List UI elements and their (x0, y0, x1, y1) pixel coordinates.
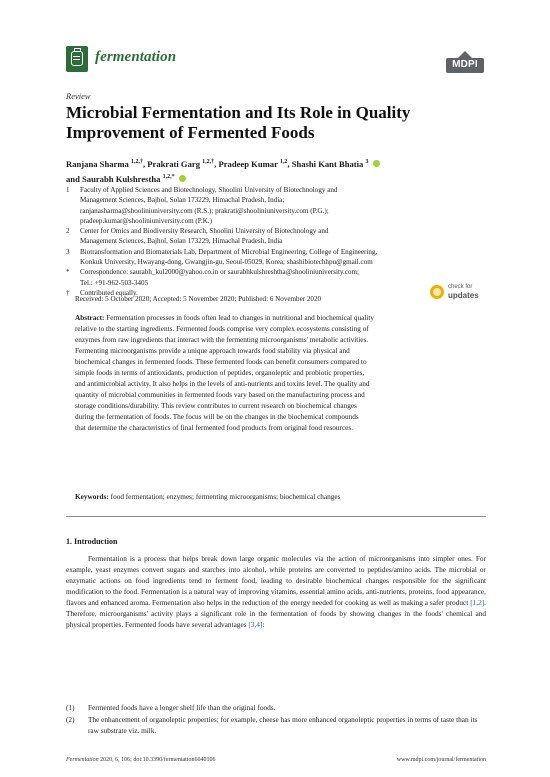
author-conjunction: and (66, 173, 80, 184)
author-name: Prakrati Garg (147, 158, 200, 169)
affiliation-item (66, 247, 486, 268)
list-text: The enhancement of organoleptic properties; for example, cheese has more enhanced organoleptic properties in terms of taste than its raw substrate viz. milk. (88, 714, 478, 735)
orcid-icon[interactable] (373, 160, 380, 167)
section-heading-introduction: 1. Introduction (66, 537, 118, 546)
author-name: Ranjana Sharma (66, 158, 129, 169)
article-type: Review (66, 91, 91, 101)
abstract-line: and antimicrobial activity. It also helps in the levels of anti-nutrients and toxins level. The quality and (75, 379, 370, 388)
abstract-line: that determine the characteristics of final fermented food products from original food resources. (75, 423, 354, 432)
affiliation-line: Faculty of Applied Sciences and Biotechnology, Shoolini University of Biotechnology and (80, 186, 338, 194)
list-text: Fermented foods have a longer shelf life than the original foods. (88, 703, 276, 712)
page-footer (66, 757, 486, 763)
abstract-line: biochemical changes in fermented foods. These fermented foods can benefit consumers compared to (75, 357, 367, 366)
note-marker: † (66, 288, 70, 297)
list-item (66, 703, 486, 714)
publisher-logo (446, 50, 484, 80)
list-item (66, 715, 486, 737)
page-header (66, 42, 484, 82)
abstract-line: storage conditions/durability. This review contributes to current research on biochemical changes (75, 401, 357, 410)
citation-link[interactable]: [3,4] (248, 619, 263, 629)
abstract-line (75, 313, 486, 324)
abstract (75, 313, 486, 433)
check-for-updates-button[interactable] (430, 283, 486, 303)
title-line: Microbial Fermentation and Its Role in Quality (66, 103, 411, 122)
publication-dates: Received: 5 October 2020; Accepted: 5 November 2020; Published: 6 November 2020 (75, 295, 322, 303)
correspondence-marker: * (66, 268, 70, 277)
section-divider (66, 516, 486, 517)
correspondence-item (66, 267, 486, 288)
article-title (66, 103, 486, 142)
orcid-icon[interactable] (179, 175, 186, 182)
footer-citation: 2020, 6, 106; doi:10.3390/fermentation6040106 (98, 757, 216, 763)
abstract-line: relative to the starting ingredients. Fermented foods comprise very complex ecosystems consisting of (75, 324, 369, 333)
affiliation-line: Biotransformation and Biomaterials Lab, Department of Microbial Engineering, College of Engineering, (80, 247, 378, 256)
introduction-paragraph (66, 554, 486, 631)
keywords (75, 492, 486, 502)
affiliation-item (66, 226, 486, 247)
abstract-label: Abstract: (75, 314, 105, 322)
list-marker: (1) (66, 703, 75, 712)
intro-text: : (262, 619, 265, 629)
correspondence-line[interactable]: Correspondence: saurabh_kul2000@yahoo.co.in or saurabhkulshreshtha@shooliniuniversity.com; (80, 268, 359, 277)
abstract-line: enzymes from raw ingredients that interact with the fermenting microorganisms' metabolic activities. (75, 335, 369, 344)
abstract-text: Fermentation processes in foods often lead to changes in nutritional and biochemical quality (104, 314, 374, 322)
author-affiliation-marker: 1,2 (279, 159, 288, 165)
journal-logo-icon (66, 46, 88, 72)
journal-name: fermentation (95, 49, 177, 65)
author-name: Saurabh Kulshrestha (82, 173, 161, 184)
intro-text: . Therefore, microorganisms' activity plays a significant role in the fermentation of foods by showing changes in the foods' chemical and physical properties. Fermented foods have several advantages (66, 597, 486, 629)
correspondence-line: Tel.: +91-962-503-3405 (80, 278, 149, 287)
check-updates-small-label: check for (448, 284, 473, 290)
keywords-label: Keywords: (75, 493, 109, 501)
affiliations (66, 185, 486, 298)
abstract-line: during the fermentation of foods. The focus will be on the changes in the biochemical compounds (75, 412, 359, 421)
author-affiliation-marker: 1,2,† (202, 159, 215, 165)
affiliation-marker: 1 (66, 186, 70, 194)
publisher-name: MDPI (452, 59, 478, 70)
affiliation-email-line[interactable]: pradeep.kumar@shooliniuniversity.com (P.K.) (80, 216, 212, 225)
title-line: Improvement of Fermented Foods (66, 122, 315, 142)
affiliation-marker: 2 (66, 227, 70, 236)
intro-text: Fermentation is a process that helps break down large organic molecules via the action of microorganisms into simpler ones. For example, yeast enzymes convert sugars and starches into alcohol, while proteins are converted to peptides/amino acids. The microbial or enzymatic actions on food ingredients tend to ferment food, leading to desirable biochemical changes responsible for the significant modification to the food. Fermentation is a natural way of improving vitamins, essential amino acids, anti-nutrients, proteins, food appearance, flavors and enhanced aroma. Fermentation also helps in the reduction of the energy needed for cooking as well as making a safer product (66, 554, 486, 607)
author-name: Pradeep Kumar (218, 158, 278, 169)
author-affiliation-marker: 1,2,† (130, 159, 143, 165)
footer-journal: Fermentation (66, 757, 99, 763)
affiliation-line: Management Sciences, Bajhol, Solan 173229, Himachal Pradesh, India (80, 237, 283, 246)
authors-line-2 (66, 171, 486, 186)
check-updates-label: updates (448, 291, 479, 300)
affiliation-marker: 3 (66, 247, 70, 256)
footer-url[interactable]: www.mdpi.com/journal/fermentation (396, 757, 486, 763)
author-affiliation-marker: 3 (365, 159, 369, 165)
citation-link[interactable]: [1,2] (470, 597, 485, 607)
abstract-line: Fermenting microorganisms provide a unique approach towards food stability via physical and (75, 346, 350, 355)
check-updates-icon (430, 285, 444, 299)
abstract-line: simple foods in terms of antioxidants, production of peptides, organoleptic and probiotic properties, (75, 368, 365, 377)
authors-line-1: Ranjana Sharma $^{1,2,\dagger}$, Prakrati Garg $^{1,2,\dagger}$, Pradeep Kumar $^{1,2}$, Shashi Kant Bhatia $^3$ (66, 156, 486, 171)
note-line: Contributed equally. (80, 288, 138, 297)
author-name: Shashi Kant Bhatia (291, 158, 364, 169)
abstract-line: quantity of microbial communities in fermented foods vary based on the manufacturing process and (75, 390, 365, 399)
advantages-list (66, 703, 486, 737)
affiliation-line: Center for Omics and Biodiversity Research, Shoolini University of Biotechnology and (80, 227, 329, 236)
list-marker: (2) (66, 714, 75, 724)
author-list (66, 156, 486, 186)
keywords-text: food fermentation; enzymes; fermenting microorganisms; biochemical changes (108, 493, 341, 501)
author-affiliation-marker: 1,2,* (162, 173, 175, 180)
affiliation-email-line[interactable]: ranjanasharma@shooliniuniversity.com (R.S.); prakrati@shooliniuniversity.com (P.G.); (80, 206, 329, 215)
affiliation-line: Management Sciences, Bajhol, Solan 173229, Himachal Pradesh, India; (80, 196, 285, 205)
affiliation-line: Konkuk University, Hwayang-dong, Gwangjin-gu, Seoul-05029, Korea; shashibiotechhpu@gmail.com (80, 258, 373, 267)
affiliation-item (66, 185, 486, 226)
